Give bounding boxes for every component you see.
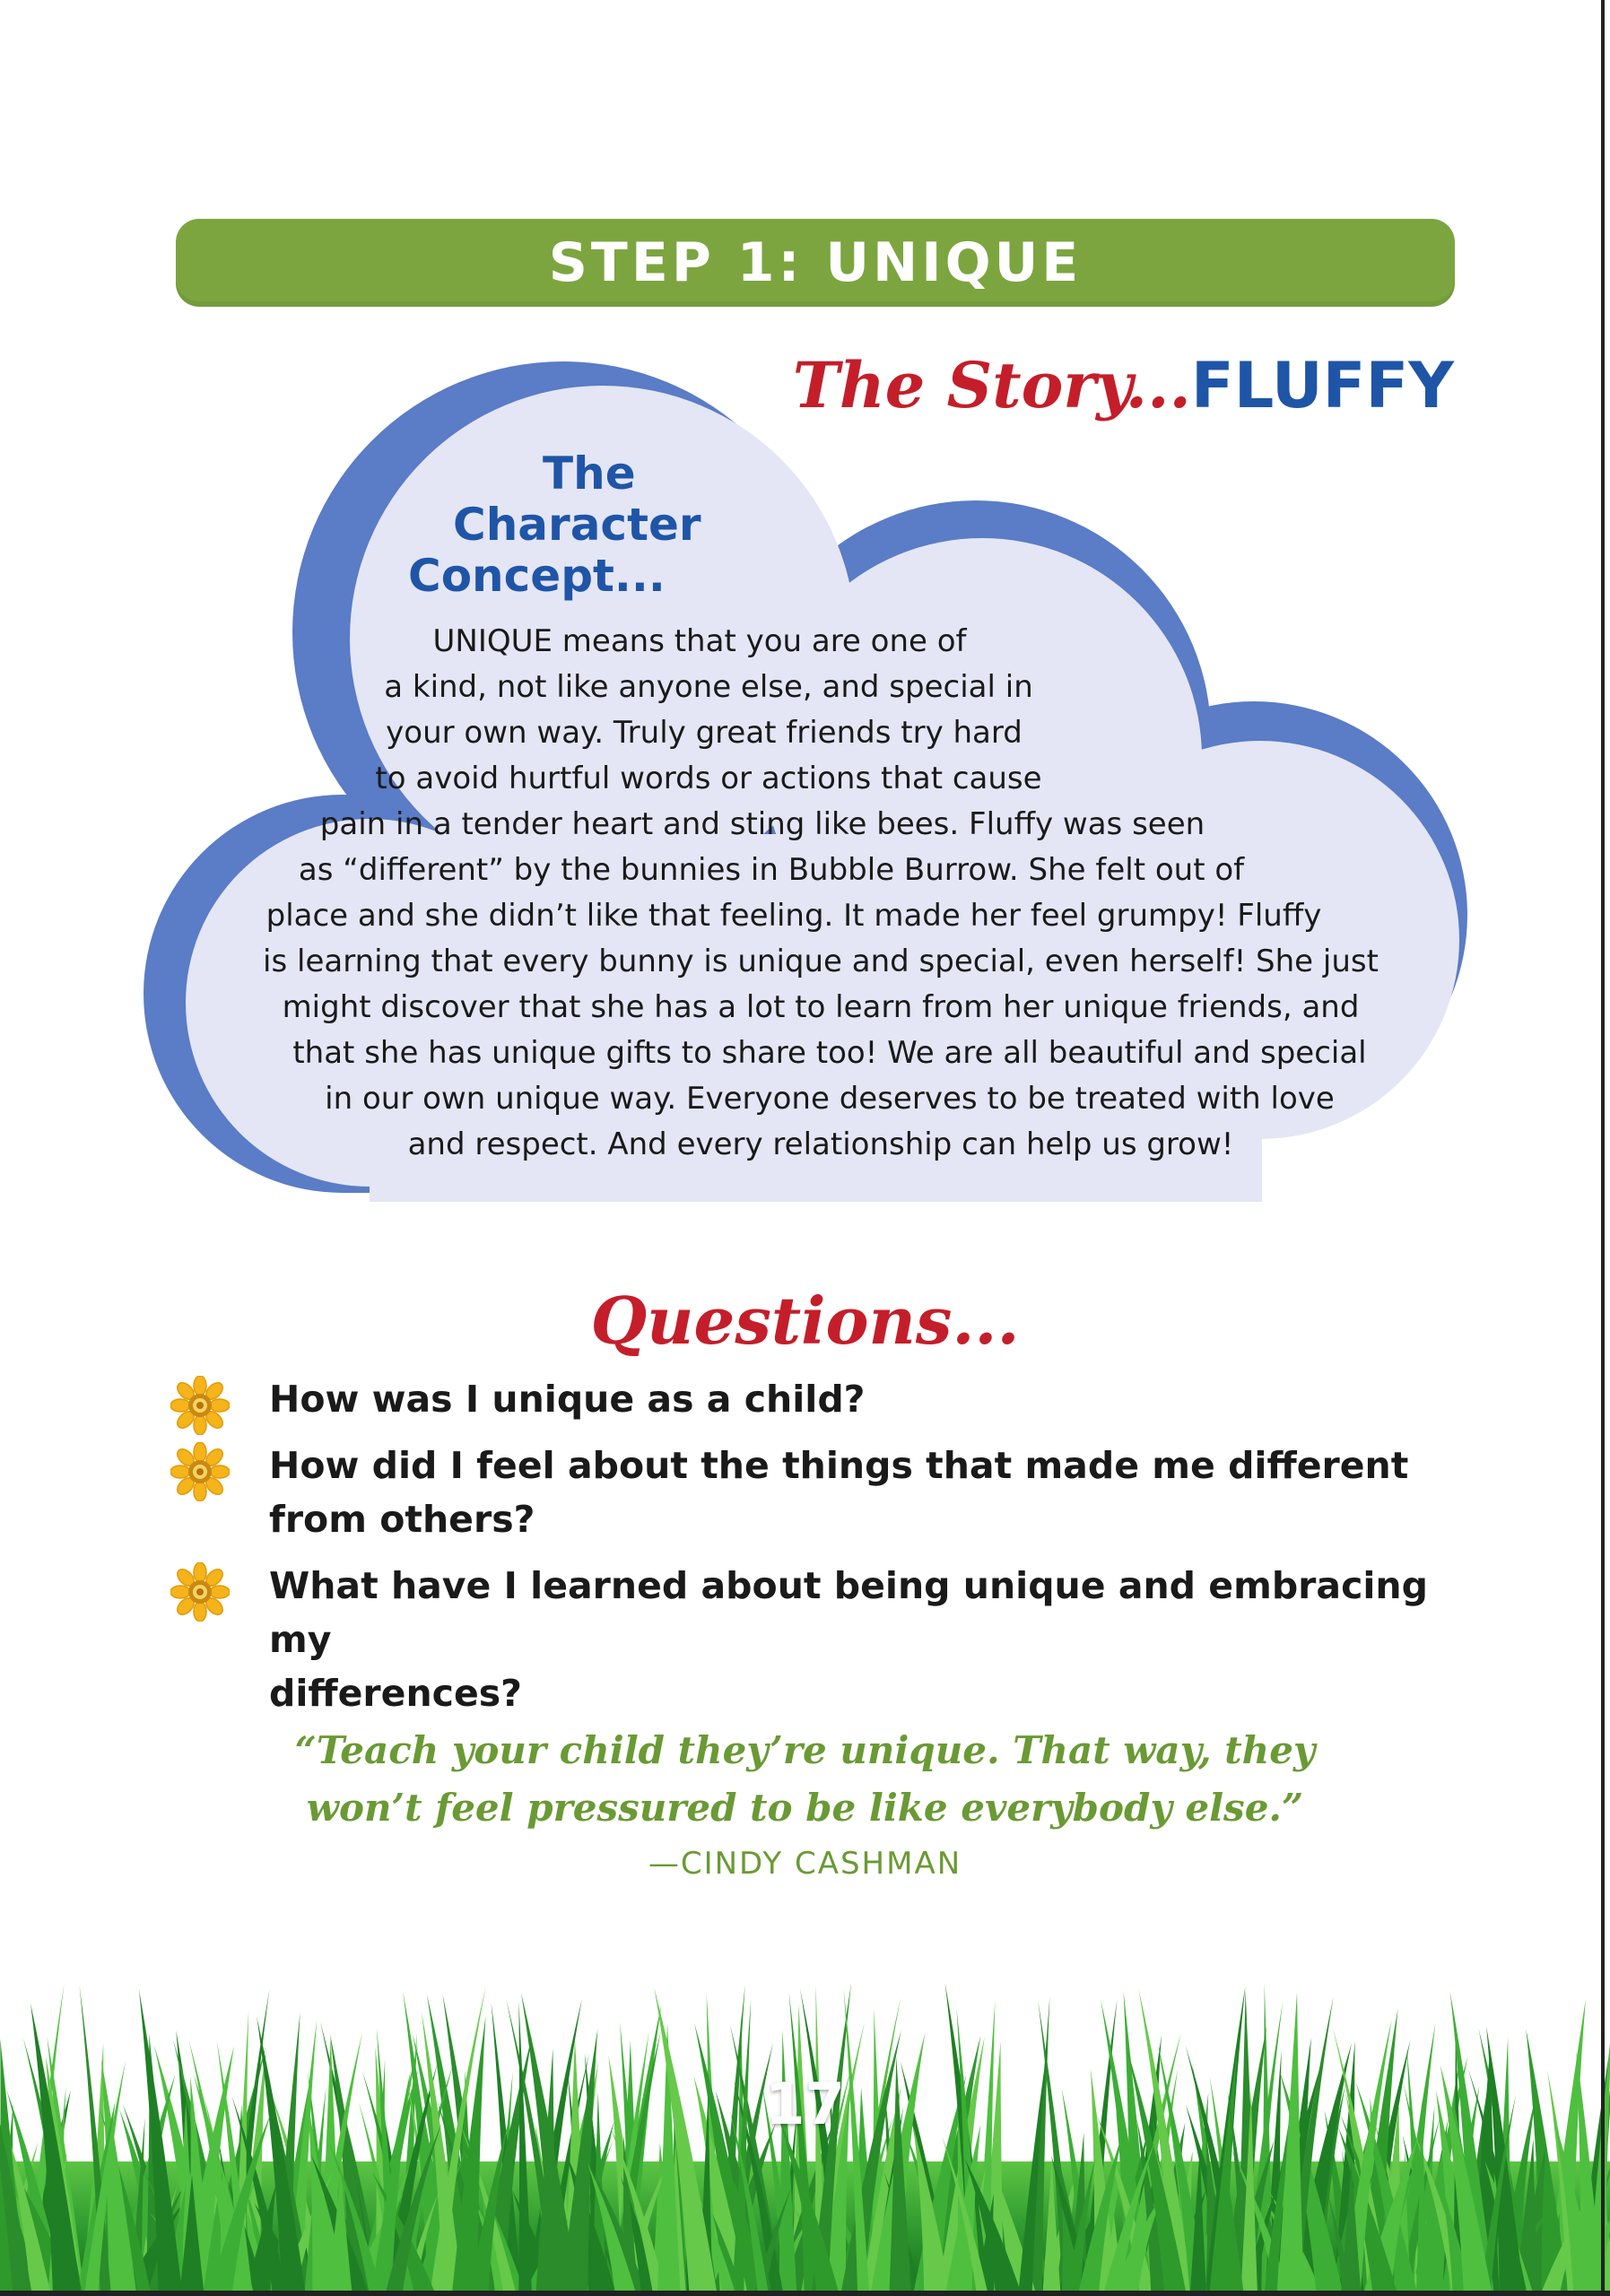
question-text [269, 1372, 1480, 1426]
question-line: How did I feel about the things that made me different [269, 1444, 1409, 1487]
sunflower-icon [170, 1376, 230, 1435]
concept-body [197, 619, 1444, 1168]
question-item [170, 1372, 1480, 1426]
concept-body-line: pain in a tender heart and sting like bees. Fluffy was seen [319, 806, 1205, 842]
story-title-prefix: The Story... [792, 348, 1191, 422]
concept-body-line: is learning that every bunny is unique and special, even herself! She just [263, 944, 1379, 979]
question-line: How was I unique as a child? [269, 1378, 866, 1421]
concept-body-line: as “different” by the bunnies in Bubble Burrow. She felt out of [298, 852, 1245, 888]
concept-body-line: your own way. Truly great friends try hard [386, 715, 1023, 751]
concept-body-line: to avoid hurtful words or actions that cause [375, 761, 1042, 796]
concept-body-line: UNIQUE means that you are one of [432, 623, 967, 659]
question-text [269, 1559, 1480, 1720]
question-line: What have I learned about being unique and embracing my [269, 1564, 1428, 1661]
quote [0, 1722, 1610, 1837]
page-border-right [1601, 0, 1605, 2296]
questions-title: Questions... [590, 1283, 1020, 1359]
question-text [269, 1439, 1480, 1546]
story-title-name: FLUFFY [1190, 349, 1454, 422]
question-item [170, 1439, 1480, 1546]
concept-body-line: that she has unique gifts to share too! We are all beautiful and special [292, 1035, 1367, 1071]
concept-body-line: in our own unique way. Everyone deserves to be treated with love [325, 1081, 1335, 1117]
question-item [170, 1559, 1480, 1720]
sunflower-icon [170, 1562, 230, 1622]
page-number: 17 [764, 2072, 846, 2138]
concept-body-line: and respect. And every relationship can help us grow! [407, 1126, 1234, 1162]
questions-list [170, 1372, 1480, 1733]
concept-body-line: might discover that she has a lot to learn from her unique friends, and [282, 989, 1360, 1025]
sunflower-icon [170, 1442, 230, 1501]
page-border-bottom [0, 2291, 1610, 2296]
quote-attribution: —CINDY CASHMAN [648, 1846, 962, 1882]
question-line: differences? [269, 1672, 522, 1715]
concept-title-line: Concept... [408, 550, 666, 602]
concept-body-line: place and she didn’t like that feeling. It made her feel grumpy! Fluffy [265, 898, 1322, 934]
quote-line: won’t feel pressured to be like everybody else.” [306, 1786, 1304, 1830]
concept-body-line: a kind, not like anyone else, and special in [384, 669, 1033, 705]
step-banner-label: STEP 1: UNIQUE [548, 231, 1083, 294]
concept-title-line: The [543, 448, 636, 500]
question-line: from others? [269, 1498, 535, 1541]
concept-title [404, 448, 744, 602]
quote-line: “Teach your child they’re unique. That way, they [294, 1728, 1316, 1772]
concept-title-line: Character [453, 499, 701, 551]
